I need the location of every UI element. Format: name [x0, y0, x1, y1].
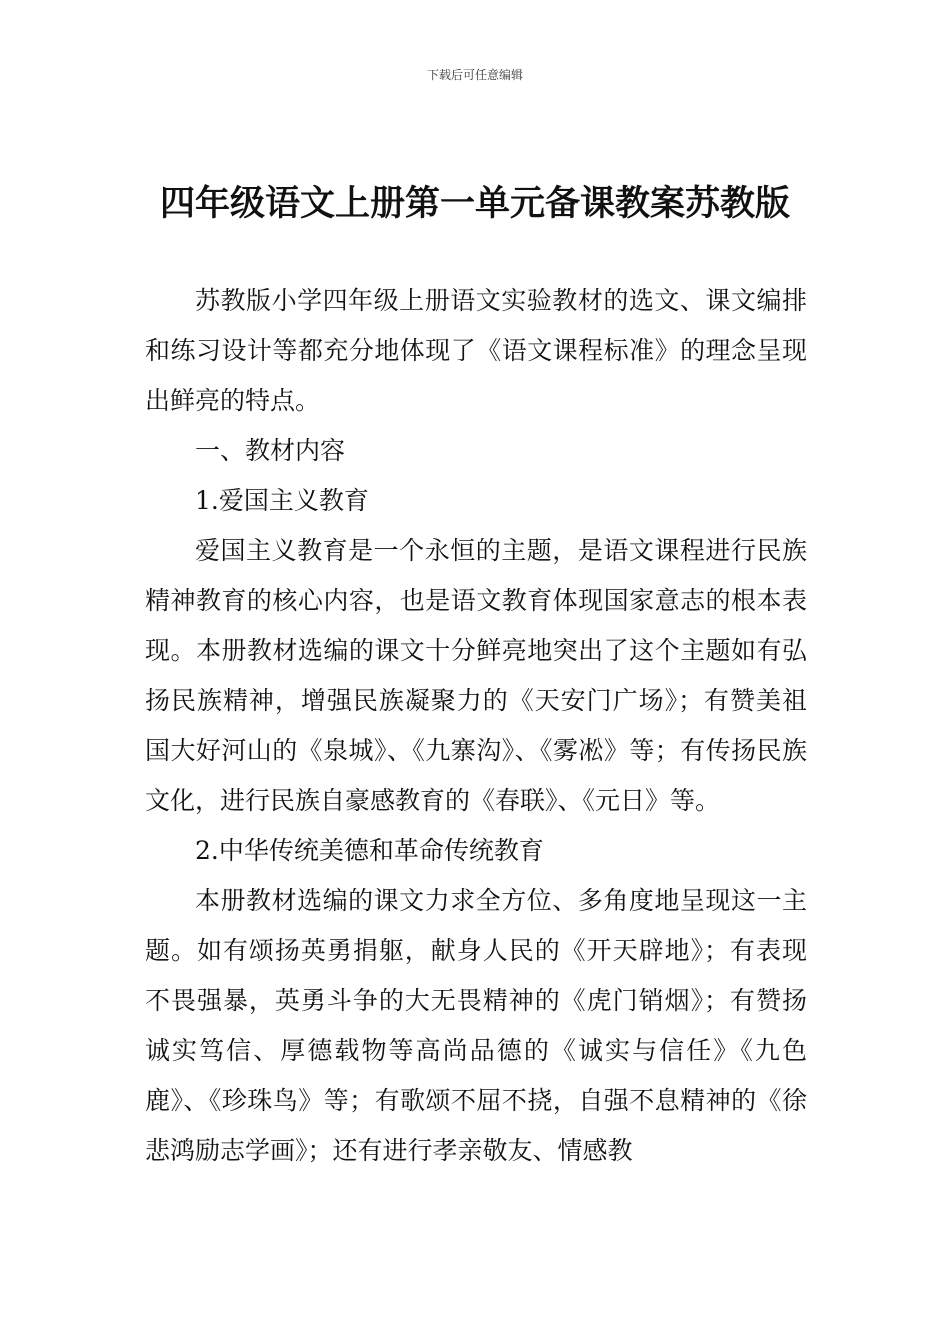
subsection-heading: 1.爱国主义教育	[195, 486, 369, 515]
paragraph-intro: 苏教版小学四年级上册语文实验教材的选文、课文编排和练习设计等都充分地体现了《语文课程标准》的理念呈现出鲜亮的特点。	[145, 286, 807, 415]
section-heading: 一、教材内容	[195, 436, 346, 465]
header-note: 下载后可任意编辑	[426, 68, 523, 82]
paragraph-patriotism: 爱国主义教育是一个永恒的主题，是语文课程进行民族精神教育的核心内容，也是语文教育体现国家意志的根本表现。本册教材选编的课文十分鲜亮地突出了这个主题如有弘扬民族精神，增强民族凝聚力的《天安门广场》；有赞美祖国大好河山的《泉城》、《九寨沟》、《雾凇》等；有传扬民族文化，进行民族自豪感教育的《春联》、《元日》等。	[145, 536, 807, 815]
paragraph-tradition: 本册教材选编的课文力求全方位、多角度地呈现这一主题。如有颂扬英勇捐躯，献身人民的《开天辟地》；有表现不畏强暴，英勇斗争的大无畏精神的《虎门销烟》；有赞扬诚实笃信、厚德载物等高尚品德的《诚实与信任》《九色鹿》、《珍珠鸟》等；有歌颂不屈不挠，自强不息精神的《徐悲鸿励志学画》；还有进行孝亲敬友、情感教	[145, 886, 807, 1165]
subsection-heading: 2.中华传统美德和革命传统教育	[195, 836, 544, 865]
document-title: 四年级语文上册第一单元备课教案苏教版	[159, 183, 790, 224]
document-body	[145, 276, 807, 1176]
